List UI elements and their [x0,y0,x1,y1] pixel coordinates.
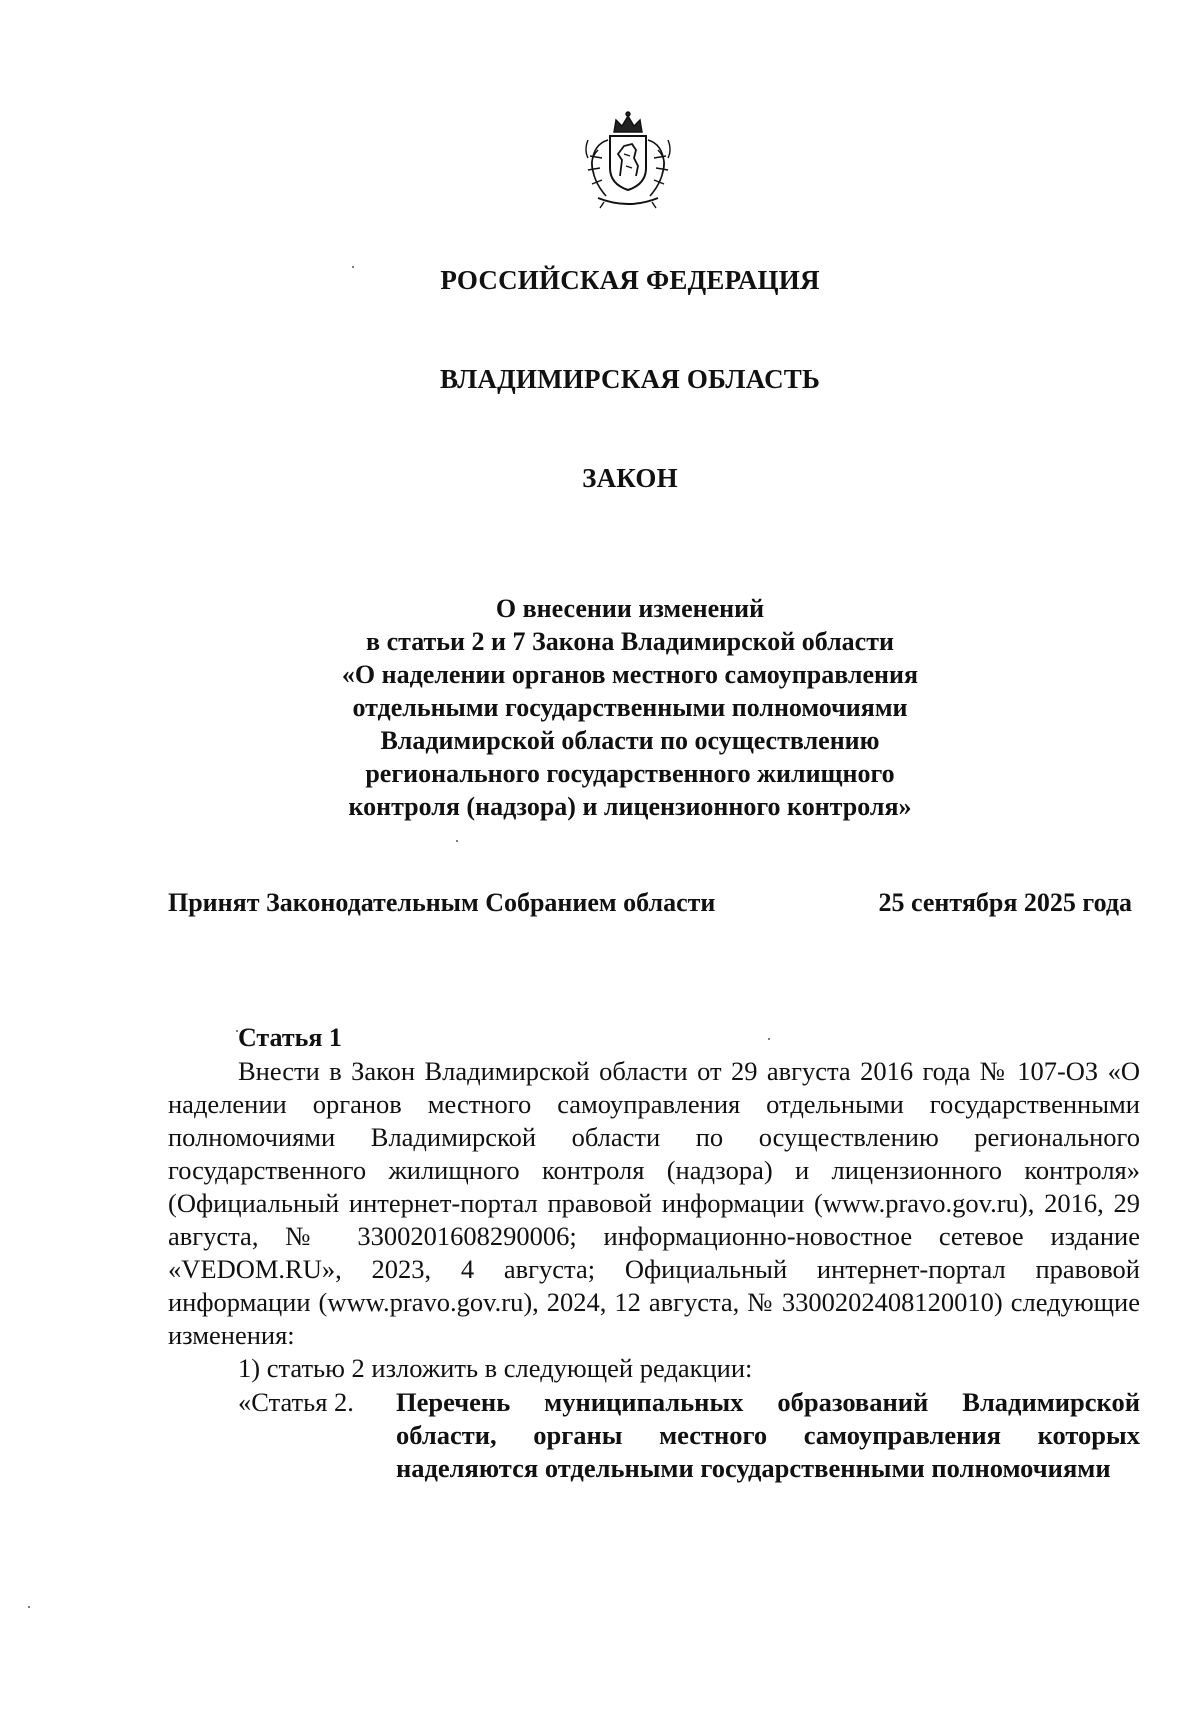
law-title-line: «О наделении органов местного самоуправления [341,660,919,689]
law-title-line: в статьи 2 и 7 Закона Владимирской области [366,627,894,656]
law-title-line: контроля (надзора) и лицензионного контроля» [348,792,912,821]
scan-speck [236,1030,238,1032]
country-heading: РОССИЙСКАЯ ФЕДЕРАЦИЯ [440,265,820,295]
adoption-line [168,888,1132,918]
adoption-date: 25 сентября 2025 года [878,888,1132,917]
amendment-item-1: 1) статью 2 изложить в следующей редакции: [238,1353,753,1383]
quoted-article-2 [238,1386,1140,1485]
article-1-paragraph: Внести в Закон Владимирской области от 29 августа 2016 года № 107-ОЗ «О наделении органов местного самоуправления отдельными государственными полномочиями Владимирской области по осуществлению регионального государственного жилищного контроля (надзора) и лицензионного контроля» (Официальный интернет-портал правовой информации (www.pravo.gov.ru), 2016, 29 августа, № 3300201608290006; информационно-новостное сетевое издание «VEDOM.RU», 2023, 4 августа; Официальный интернет-портал правовой информации (www.pravo.gov.ru), 2024, 12 августа, № 3300202408120010) следующие изменения: [168,1056,1140,1350]
scan-speck [768,1038,770,1040]
law-title-line: О внесении изменений [495,594,765,623]
law-title-line: отдельными государственными полномочиями [352,693,908,722]
region-heading: ВЛАДИМИРСКАЯ ОБЛАСТЬ [439,364,821,394]
law-title-line: Владимирской области по осуществлению [380,726,880,755]
article-1-heading: Статья 1 [238,1023,342,1052]
quoted-article-prefix: «Статья 2. [238,1387,354,1417]
scan-speck [352,266,354,268]
law-title-line: регионального государственного жилищного [365,759,895,788]
law-title [0,592,1200,823]
scan-speck [456,840,458,842]
quoted-article-heading: Перечень муниципальных образований Владимирской области, органы местного самоуправления которых наделяются отдельными государственными полномочиями [396,1387,1140,1483]
article-1-body [168,1055,1140,1352]
scan-speck [28,1606,30,1608]
document-type-heading: ЗАКОН [582,463,678,493]
adoption-label: Принят Законодательным Собранием области [168,888,716,917]
coat-of-arms-emblem [580,110,676,212]
